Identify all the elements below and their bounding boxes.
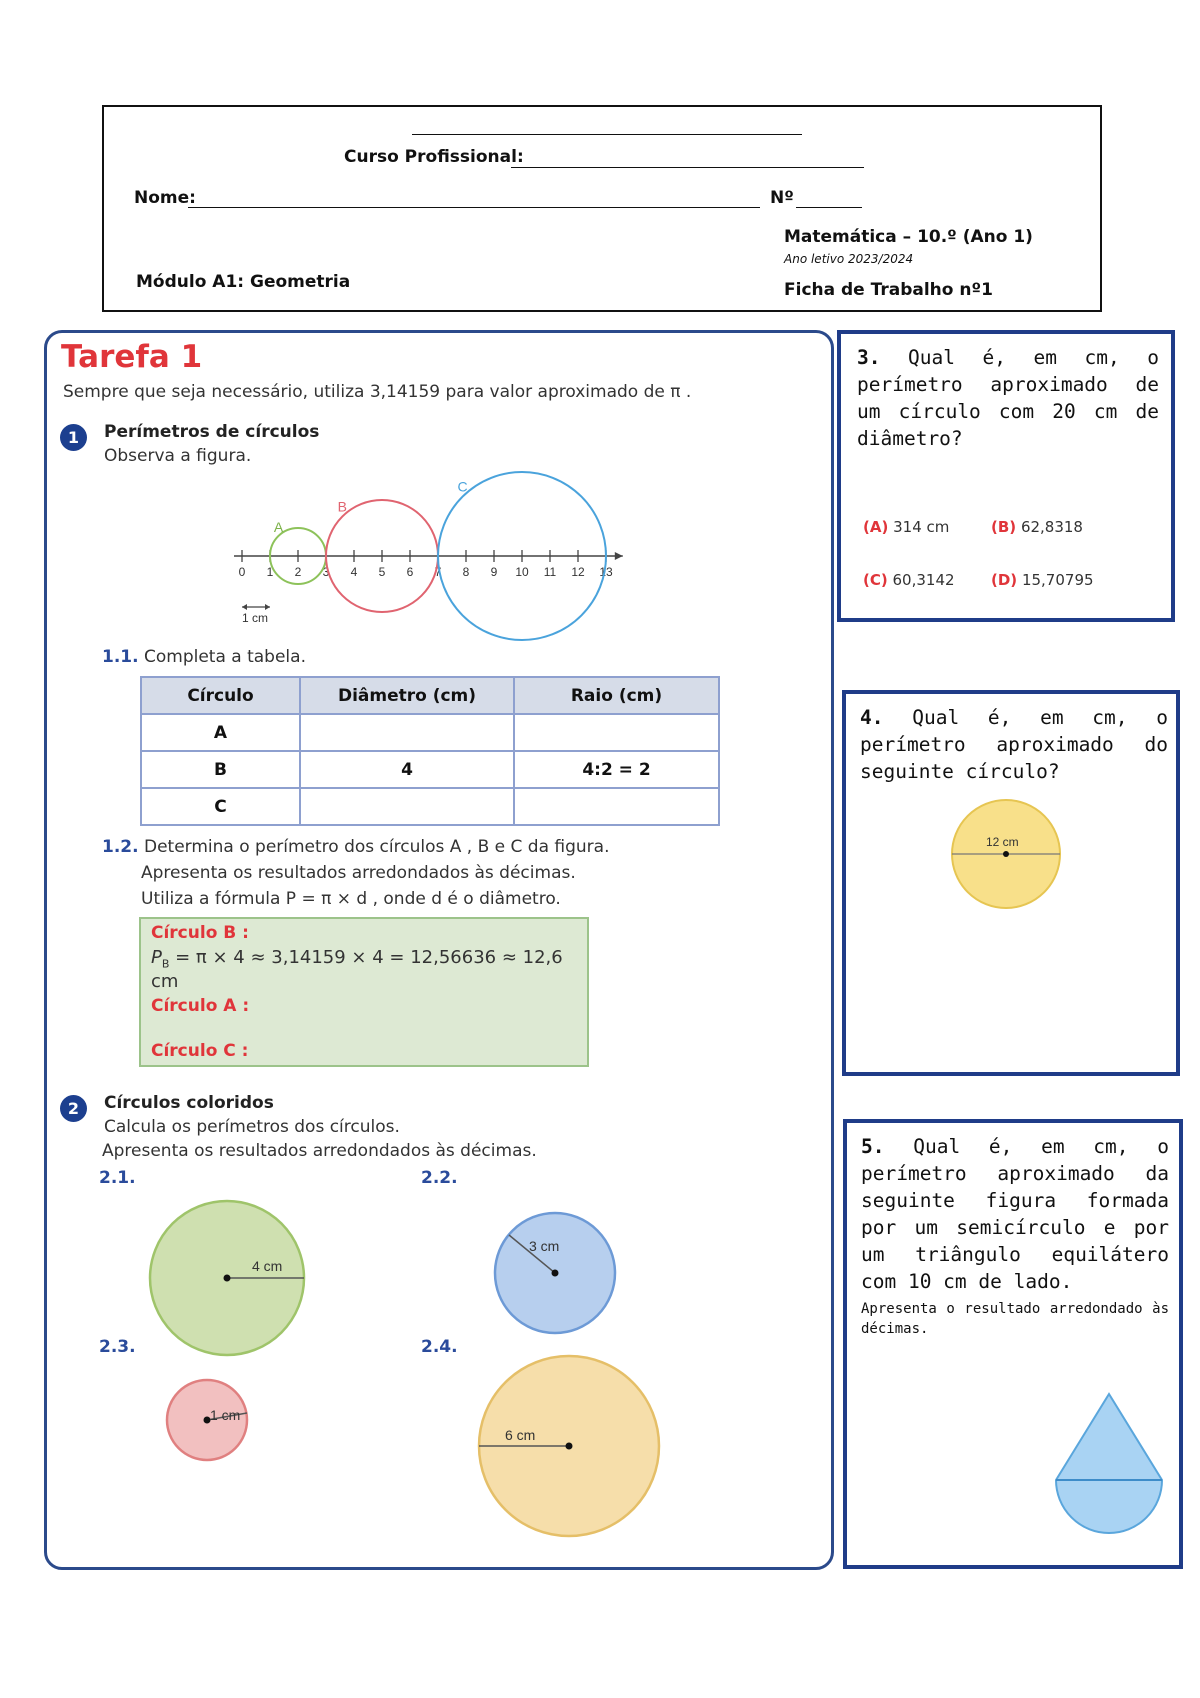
tick-label: 10 — [515, 565, 529, 579]
table-header: Diâmetro (cm) — [300, 677, 514, 714]
section-2-title: Círculos coloridos — [104, 1093, 274, 1113]
item-2-4-number: 2.4. — [421, 1337, 458, 1357]
circle-a-label: Círculo A : — [151, 996, 250, 1016]
formula-rest: = π × 4 ≈ 3,14159 × 4 = 12,56636 ≈ 12,6 cm — [151, 947, 563, 992]
number-line-figure — [234, 472, 623, 640]
label-6cm: 6 cm — [505, 1427, 536, 1443]
circle-label-c: C — [457, 478, 468, 495]
table-cell: 4:2 = 2 — [514, 751, 719, 788]
number-line-arrow — [615, 552, 623, 560]
item-2-2-number: 2.2. — [421, 1168, 458, 1188]
circle-2-2 — [495, 1213, 615, 1333]
tick-label: 13 — [599, 565, 613, 579]
tick-label: 12 — [571, 565, 585, 579]
question-5-box — [843, 1119, 1183, 1569]
q12-line-3: Utiliza a fórmula P = π × d , onde d é o diâmetro. — [141, 889, 561, 909]
question-3-number: 3. — [857, 346, 881, 369]
numero-field[interactable] — [796, 207, 862, 208]
q12-number: 1.2. — [102, 837, 139, 857]
q12-line-1 — [102, 837, 609, 857]
tick-label: 0 — [238, 565, 246, 579]
table-cell: B — [141, 751, 300, 788]
tarefa-panel — [44, 330, 834, 1570]
option-value: 62,8318 — [1020, 518, 1083, 536]
tarefa-intro: Sempre que seja necessário, utiliza 3,14159 para valor aproximado de π . — [63, 382, 692, 402]
tick-label: 7 — [434, 565, 442, 579]
tick-label: 5 — [378, 565, 386, 579]
q11-line — [102, 647, 306, 667]
question-4-text — [860, 704, 1168, 785]
label-4cm: 4 cm — [252, 1258, 283, 1274]
tick-label: 11 — [543, 565, 557, 579]
circle-label-a: A — [273, 518, 284, 535]
scale-arrow-left — [242, 604, 247, 610]
option-value: 15,70795 — [1021, 571, 1094, 589]
tick-label: 6 — [406, 565, 414, 579]
perimeter-symbol: P — [151, 947, 162, 968]
item-2-1-number: 2.1. — [99, 1168, 136, 1188]
table-cell[interactable] — [300, 714, 514, 751]
worksheet-text: Ficha de Trabalho nº1 — [784, 280, 993, 300]
subject-text: Matemática – 10.º (Ano 1) — [784, 227, 1033, 247]
colored-circles — [47, 1173, 827, 1563]
tick-label: 9 — [490, 565, 498, 579]
question-5-body: Qual é, em cm, o perímetro aproximado da seguinte figura formada por um semicírculo e por um triângulo equilátero com 10 cm de lado. — [861, 1135, 1169, 1293]
option-value: 314 cm — [893, 518, 950, 536]
item-2-3-number: 2.3. — [99, 1337, 136, 1357]
module-text: Módulo A1: Geometria — [136, 272, 351, 292]
section-1-subtitle: Observa a figura. — [104, 446, 252, 466]
question-3-text — [857, 344, 1159, 452]
q11-text: Completa a tabela. — [143, 647, 306, 667]
option-key: (D) — [991, 571, 1018, 589]
q12-text: Determina o perímetro dos círculos A , B e C da figura. — [143, 837, 610, 857]
circles-figure — [47, 333, 837, 653]
option-b[interactable] — [991, 518, 1083, 536]
question-3-box — [837, 330, 1175, 622]
circle-b-formula — [151, 947, 587, 992]
option-c[interactable] — [863, 571, 955, 589]
section-2-line-1: Calcula os perímetros dos círculos. — [104, 1117, 400, 1137]
q11-number: 1.1. — [102, 647, 139, 667]
question-5-text — [861, 1133, 1169, 1295]
label-12cm: 12 cm — [986, 835, 1019, 849]
drop-figure — [1053, 1388, 1165, 1540]
header-box — [102, 105, 1102, 312]
circle-label-b: B — [337, 498, 348, 515]
question-4-body: Qual é, em cm, o perímetro aproximado do seguinte círculo? — [860, 706, 1168, 783]
tick-label: 4 — [350, 565, 358, 579]
tick-label: 3 — [322, 565, 330, 579]
section-1-badge: 1 — [60, 424, 87, 451]
answer-box[interactable] — [139, 917, 589, 1067]
label-1cm: 1 cm — [210, 1407, 241, 1423]
circles-table — [140, 676, 720, 826]
label-3cm: 3 cm — [529, 1238, 560, 1254]
table-row — [141, 788, 719, 825]
circle-b-label: Círculo B : — [151, 923, 249, 943]
option-d[interactable] — [991, 571, 1094, 589]
top-blank-line — [412, 134, 802, 135]
circle-c-label: Círculo C : — [151, 1041, 249, 1061]
q12-line-2: Apresenta os resultados arredondados às décimas. — [141, 863, 576, 883]
table-cell[interactable] — [300, 788, 514, 825]
nome-field[interactable] — [188, 207, 760, 208]
question-4-box — [842, 690, 1180, 1076]
option-key: (C) — [863, 571, 888, 589]
table-cell[interactable] — [514, 714, 719, 751]
scale-label: 1 cm — [242, 611, 269, 625]
tarefa-title: Tarefa 1 — [61, 339, 203, 375]
curso-field[interactable] — [511, 167, 864, 168]
table-cell: A — [141, 714, 300, 751]
question-4-circle — [946, 794, 1066, 914]
question-4-number: 4. — [860, 706, 884, 729]
circle-2-3 — [167, 1380, 247, 1460]
scale-arrow-right — [265, 604, 270, 610]
circle-2-4 — [479, 1356, 659, 1536]
option-key: (B) — [991, 518, 1017, 536]
tick-label: 8 — [462, 565, 470, 579]
question-3-body: Qual é, em cm, o perímetro aproximado de um círculo com 20 cm de diâmetro? — [857, 346, 1159, 450]
table-header: Raio (cm) — [514, 677, 719, 714]
option-value: 60,3142 — [892, 571, 955, 589]
option-key: (A) — [863, 518, 889, 536]
nome-label: Nome: — [134, 188, 196, 208]
section-1-title: Perímetros de círculos — [104, 422, 320, 442]
table-cell: 4 — [300, 751, 514, 788]
option-a[interactable] — [863, 518, 949, 536]
curso-label: Curso Profissional: — [344, 147, 524, 167]
table-cell[interactable] — [514, 788, 719, 825]
table-row — [141, 751, 719, 788]
school-year-text: Ano letivo 2023/2024 — [784, 252, 914, 266]
tick-label: 2 — [294, 565, 302, 579]
section-2-badge: 2 — [60, 1095, 87, 1122]
perimeter-subscript: B — [161, 957, 170, 971]
table-cell: C — [141, 788, 300, 825]
section-2-line-2: Apresenta os resultados arredondados às décimas. — [102, 1141, 537, 1161]
numero-label: Nº — [770, 188, 794, 208]
circle-2-1 — [150, 1201, 304, 1355]
table-row — [141, 714, 719, 751]
table-header: Círculo — [141, 677, 300, 714]
tick-label: 1 — [266, 565, 274, 579]
question-5-note: Apresenta o resultado arredondado às décimas. — [861, 1301, 1169, 1337]
question-5-number: 5. — [861, 1135, 885, 1158]
